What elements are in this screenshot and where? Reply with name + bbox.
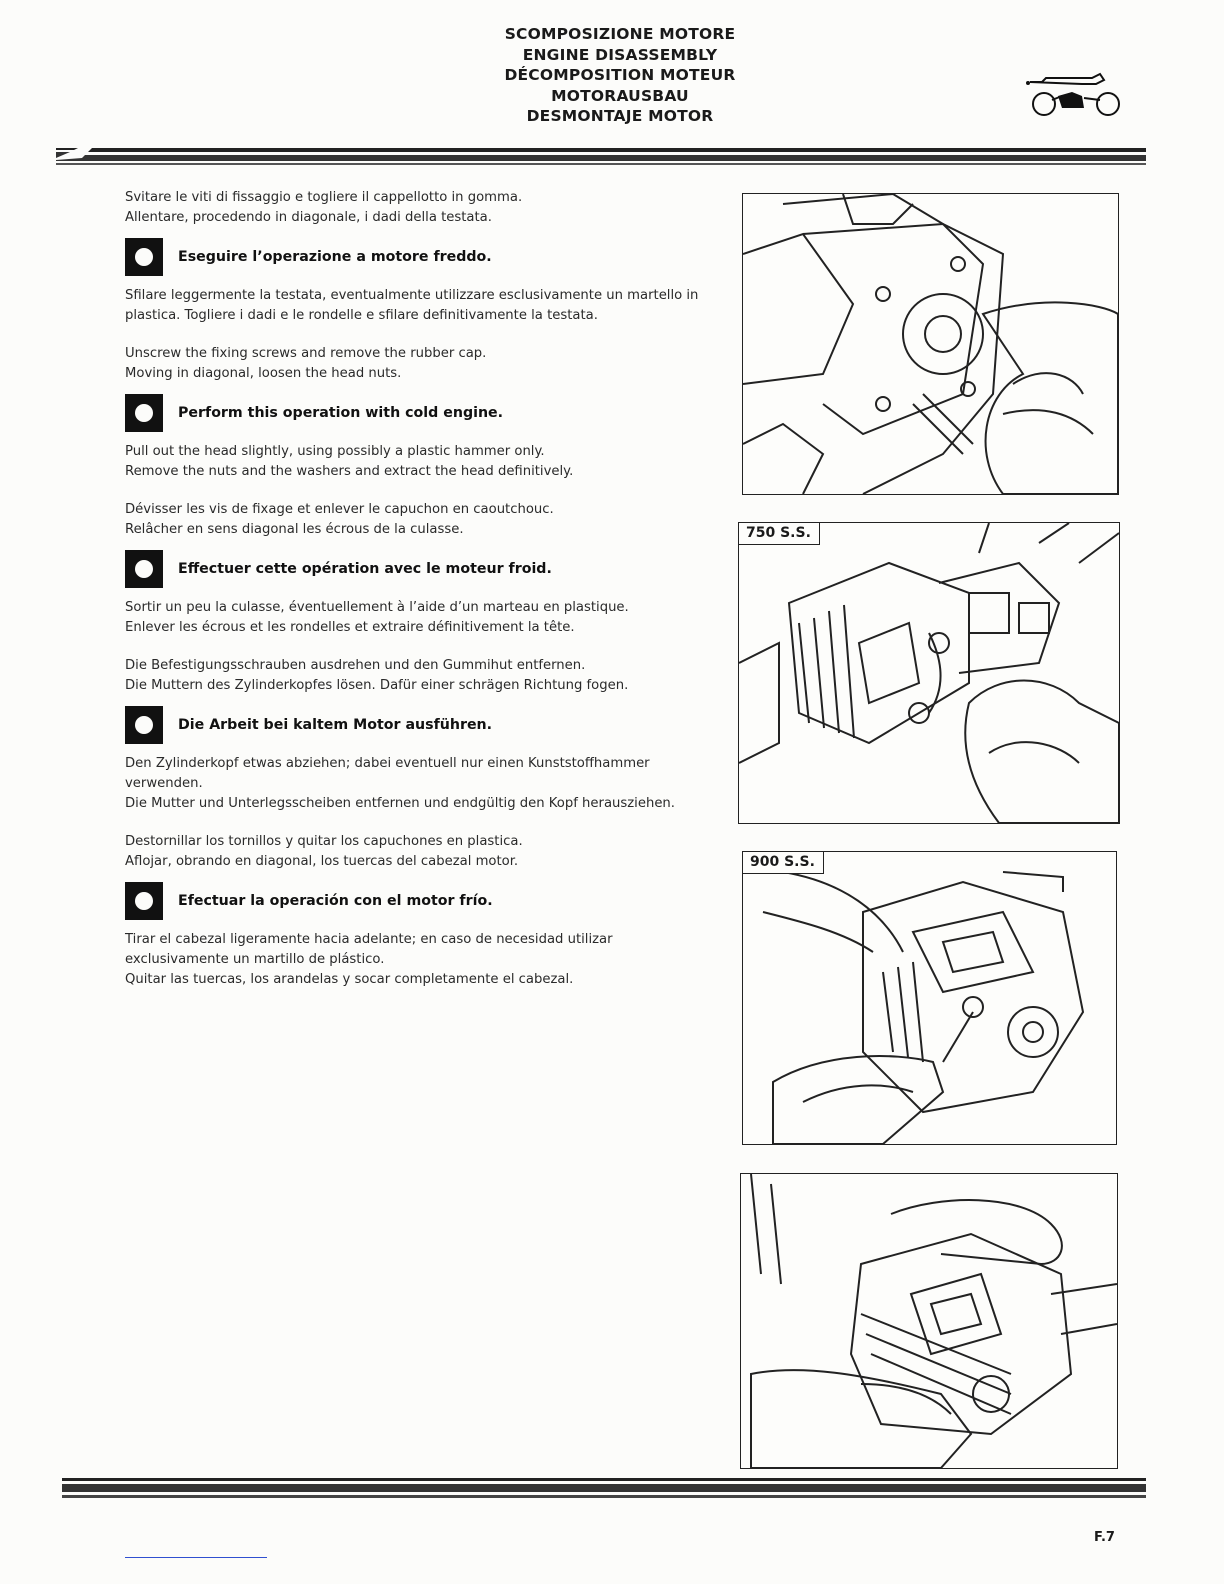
page-title: [430, 24, 810, 127]
section-spanish: [125, 832, 715, 990]
page-number: F.7: [1094, 1530, 1115, 1545]
body-line: Sortir un peu la culasse, éventuellement à l’aide d’un marteau en plastique.: [125, 600, 629, 615]
body-line: Quitar las tuercas, los arandelas y socar completamente el cabezal.: [125, 972, 574, 987]
warning-bullet-icon: [125, 706, 163, 744]
figure-750ss: [738, 522, 1120, 824]
figure-removing-head: [740, 1173, 1118, 1469]
section-german: [125, 656, 715, 814]
title-fr: DÉCOMPOSITION MOTEUR: [504, 66, 736, 84]
section-english: [125, 344, 715, 482]
title-es: DESMONTAJE MOTOR: [526, 107, 714, 125]
body-line: Pull out the head slightly, using possibly a plastic hammer only.: [125, 444, 545, 459]
warning-text: Die Arbeit bei kaltem Motor ausführen.: [178, 717, 493, 733]
intro-line: Dévisser les vis de fixage et enlever le capuchon en caoutchouc.: [125, 502, 554, 517]
body-line: Remove the nuts and the washers and extract the head definitively.: [125, 464, 574, 479]
engine-illustration: [739, 523, 1119, 823]
intro-line: Relâcher en sens diagonal les écrous de la culasse.: [125, 522, 464, 537]
engine-illustration: [743, 194, 1118, 494]
intro-line: Allentare, procedendo in diagonale, i dadi della testata.: [125, 210, 492, 225]
warning-text: Efectuar la operación con el motor frío.: [178, 893, 493, 909]
body-line: Enlever les écrous et les rondelles et extraire définitivement la tête.: [125, 620, 575, 635]
footer-link-underline: [125, 1557, 267, 1558]
motorcycle-icon: [1022, 72, 1122, 122]
title-it: SCOMPOSIZIONE MOTORE: [504, 25, 736, 43]
intro-line: Destornillar los tornillos y quitar los capuchones en plastica.: [125, 834, 523, 849]
warning-text: Effectuer cette opération avec le moteur froid.: [178, 561, 552, 577]
intro-line: Die Befestigungsschrauben ausdrehen und den Gummihut entfernen.: [125, 658, 586, 673]
warning-text: Perform this operation with cold engine.: [178, 405, 504, 421]
warning-bullet-icon: [125, 550, 163, 588]
warning-note: [125, 394, 715, 432]
warning-bullet-icon: [125, 238, 163, 276]
figure-label: 750 S.S.: [739, 523, 820, 545]
figure-label: 900 S.S.: [743, 852, 824, 874]
warning-note: [125, 882, 715, 920]
top-rule: [56, 144, 1146, 166]
title-en: ENGINE DISASSEMBLY: [522, 45, 718, 64]
intro-line: Svitare le viti di fissaggio e togliere il cappellotto in gomma.: [125, 190, 523, 205]
bottom-rule: [62, 1476, 1146, 1500]
intro-line: Die Muttern des Zylinderkopfes lösen. Dafür einer schrägen Richtung fogen.: [125, 678, 629, 693]
body-line: Tirar el cabezal ligeramente hacia adelante; en caso de necesidad utilizar exclusivamente un martillo de plástico.: [125, 932, 613, 967]
body-line: Sfilare leggermente la testata, eventualmente utilizzare esclusivamente un martello in plastica. Togliere i dadi e le rondelle e sfilare definitivamente la testata.: [125, 288, 699, 323]
warning-bullet-icon: [125, 882, 163, 920]
section-italian: [125, 188, 715, 326]
section-french: [125, 500, 715, 638]
figure-loosening-head-nuts: [742, 193, 1119, 495]
body-line: Den Zylinderkopf etwas abziehen; dabei eventuell nur einen Kunststoffhammer verwenden.: [125, 756, 650, 791]
warning-bullet-icon: [125, 394, 163, 432]
warning-note: [125, 706, 715, 744]
intro-line: Aflojar, obrando en diagonal, los tuercas del cabezal motor.: [125, 854, 519, 869]
instructions: [125, 188, 715, 1008]
engine-illustration: [741, 1174, 1117, 1468]
warning-text: Eseguire l’operazione a motore freddo.: [178, 249, 492, 265]
figure-900ss: [742, 851, 1117, 1145]
engine-illustration: [743, 852, 1116, 1144]
body-line: Die Mutter und Unterlegsscheiben entfernen und endgültig den Kopf herausziehen.: [125, 796, 675, 811]
intro-line: Moving in diagonal, loosen the head nuts.: [125, 366, 402, 381]
warning-note: [125, 238, 715, 276]
title-de: MOTORAUSBAU: [551, 86, 689, 105]
intro-line: Unscrew the fixing screws and remove the rubber cap.: [125, 346, 487, 361]
warning-note: [125, 550, 715, 588]
